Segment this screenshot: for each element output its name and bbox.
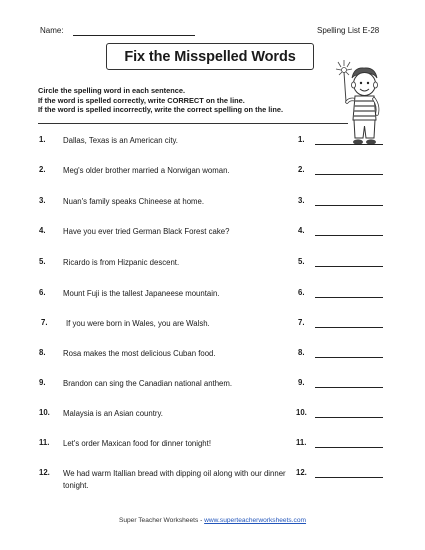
page-title: Fix the Misspelled Words	[124, 48, 296, 65]
answer-line[interactable]	[315, 357, 383, 358]
answer-number: 1.	[298, 135, 305, 144]
answer-number: 9.	[298, 378, 305, 387]
answer-line[interactable]	[315, 477, 383, 478]
answer-line[interactable]	[315, 327, 383, 328]
footer-brand: Super Teacher Worksheets	[118, 517, 199, 524]
boy-with-sparkler-illustration	[330, 58, 386, 154]
answer-line[interactable]	[315, 266, 383, 267]
answer-line[interactable]	[315, 144, 383, 145]
title-box	[106, 43, 314, 70]
question-sentence: Dallas, Texas is an American city.	[63, 136, 178, 145]
question-sentence: Let's order Maxican food for dinner tonight!	[63, 439, 211, 448]
question-number: 1.	[39, 135, 46, 144]
question-sentence: We had warm Itallian bread with dipping oil along with our dinner tonight.	[63, 469, 286, 490]
question-number: 11.	[39, 438, 50, 447]
footer	[0, 517, 425, 524]
footer-link[interactable]: www.superteacherworksheets.com	[204, 517, 307, 524]
answer-number: 7.	[298, 318, 305, 327]
answer-line[interactable]	[315, 297, 383, 298]
question-sentence: Have you ever tried German Black Forest cake?	[63, 227, 230, 236]
question-sentence: Nuan's family speaks Chineese at home.	[63, 197, 205, 206]
spelling-list-label: Spelling List E-28	[317, 26, 380, 35]
answer-number: 8.	[298, 348, 305, 357]
answer-line[interactable]	[315, 417, 383, 418]
question-number: 2.	[39, 165, 46, 174]
answer-line[interactable]	[315, 447, 383, 448]
answer-line[interactable]	[315, 235, 383, 236]
answer-number: 5.	[298, 257, 305, 266]
answer-number: 12.	[296, 468, 307, 477]
question-number: 8.	[39, 348, 46, 357]
name-label: Name:	[40, 26, 64, 35]
question-number: 4.	[39, 226, 46, 235]
name-line	[73, 35, 195, 36]
question-sentence: Brandon can sing the Canadian national anthem.	[63, 379, 233, 388]
answer-number: 4.	[298, 226, 305, 235]
footer-separator: -	[200, 517, 203, 524]
question-number: 10.	[39, 408, 50, 417]
answer-number: 11.	[296, 438, 307, 447]
answer-line[interactable]	[315, 174, 383, 175]
answer-line[interactable]	[315, 387, 383, 388]
question-number: 6.	[39, 288, 46, 297]
question-number: 9.	[39, 378, 46, 387]
question-number: 7.	[41, 318, 48, 327]
question-sentence: Ricardo is from Hizpanic descent.	[63, 258, 180, 267]
question-number: 3.	[39, 196, 46, 205]
instruction-line: If the word is spelled incorrectly, write the correct spelling on the line.	[38, 105, 284, 114]
answer-number: 2.	[298, 165, 305, 174]
question-number: 12.	[39, 468, 50, 477]
answer-line[interactable]	[315, 205, 383, 206]
question-sentence: Mount Fuji is the tallest Japaneese mountain.	[63, 289, 220, 298]
instruction-line: If the word is spelled correctly, write CORRECT on the line.	[38, 95, 245, 105]
question-sentence: Rosa makes the most delicious Cuban food.	[63, 349, 216, 358]
question-sentence: Malaysia is an Asian country.	[63, 409, 163, 418]
question-number: 5.	[39, 257, 46, 266]
answer-number: 10.	[296, 408, 307, 417]
instruction-line: Circle the spelling word in each sentence.	[38, 86, 186, 95]
answer-number: 3.	[298, 196, 305, 205]
instructions	[38, 86, 348, 124]
question-sentence: If you were born in Wales, you are Walsh.	[66, 319, 210, 328]
answer-number: 6.	[298, 288, 305, 297]
question-sentence: Meg's older brother married a Norwigan woman.	[63, 166, 230, 175]
